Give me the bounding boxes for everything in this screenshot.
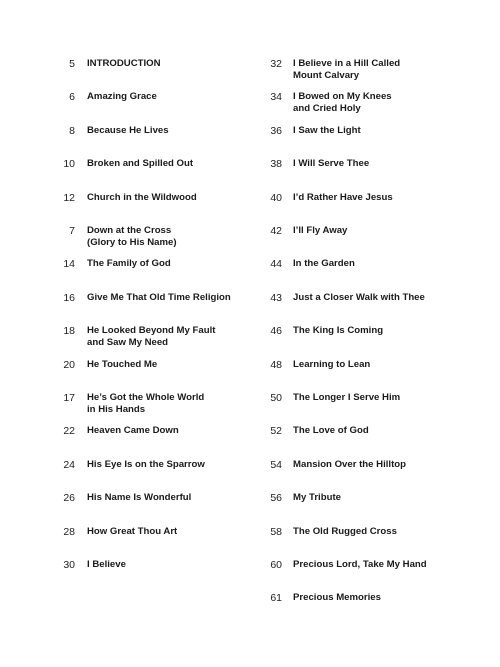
toc-page-number: 5	[69, 58, 75, 70]
toc-page-number: 44	[270, 258, 282, 271]
toc-page-number: 6	[69, 91, 75, 104]
toc-song-title: He Looked Beyond My Fault and Saw My Need	[87, 325, 216, 348]
toc-page-number: 56	[270, 492, 282, 505]
toc-page-number: 48	[270, 358, 282, 371]
toc-page-number: 43	[270, 291, 282, 304]
toc-entry	[252, 225, 347, 237]
toc-page-number: 20	[63, 358, 75, 371]
toc-page-number: 18	[63, 325, 75, 338]
toc-page-number: 17	[63, 392, 75, 404]
toc-page-number: 16	[63, 291, 75, 304]
toc-page-number: 32	[270, 58, 282, 70]
toc-song-title: The Love of God	[293, 425, 369, 437]
toc-page-number: 54	[270, 458, 282, 471]
toc-entry	[252, 292, 425, 304]
toc-page-number: 26	[63, 492, 75, 505]
toc-song-title: I Believe in a Hill Called Mount Calvary	[293, 58, 401, 81]
toc-song-title: Church in the Wildwood	[87, 191, 197, 203]
toc-song-title: The Family of God	[87, 258, 171, 270]
toc-page-number: 36	[270, 124, 282, 137]
toc-page-number: 14	[63, 258, 75, 271]
toc-page-number: 40	[270, 191, 282, 204]
toc-song-title: I Will Serve Thee	[293, 158, 370, 170]
toc-song-title: Heaven Came Down	[87, 425, 179, 437]
toc-entry	[252, 359, 370, 371]
toc-song-title: His Eye Is on the Sparrow	[87, 458, 205, 470]
toc-song-title: The Longer I Serve Him	[293, 392, 401, 403]
toc-song-title: INTRODUCTION	[87, 58, 161, 69]
toc-page-number: 60	[270, 559, 282, 571]
toc-page-number: 24	[63, 458, 75, 471]
toc-song-title: Amazing Grace	[87, 91, 157, 103]
toc-entry	[252, 425, 369, 437]
toc-song-title: He’s Got the Whole World in His Hands	[87, 392, 205, 415]
toc-song-title: My Tribute	[293, 492, 341, 504]
toc-song-title: Give Me That Old Time Religion	[87, 291, 231, 303]
toc-song-title: In the Garden	[293, 258, 355, 270]
toc-song-title: How Great Thou Art	[87, 525, 178, 537]
toc-entry	[252, 125, 361, 137]
toc-page-number: 61	[270, 592, 282, 605]
toc-page-number: 8	[69, 124, 75, 137]
toc-page-number: 7	[69, 225, 75, 237]
toc-entry	[252, 459, 406, 471]
toc-entry	[252, 559, 427, 571]
toc-song-title: His Name Is Wonderful	[87, 492, 192, 504]
toc-page-number: 52	[270, 425, 282, 438]
toc-page-number: 42	[270, 225, 282, 237]
toc-song-title: The Old Rugged Cross	[293, 525, 397, 537]
toc-page-number: 46	[270, 325, 282, 338]
toc-entry	[252, 258, 355, 270]
toc-page-number: 34	[270, 91, 282, 104]
toc-entry	[252, 592, 381, 604]
toc-entry	[252, 392, 400, 404]
toc-song-title: Mansion Over the Hilltop	[293, 458, 407, 470]
toc-entry	[252, 526, 397, 538]
toc-song-title: Learning to Lean	[293, 358, 371, 370]
toc-entry	[252, 58, 400, 81]
toc-song-title: He Touched Me	[87, 358, 158, 370]
toc-song-title: Precious Memories	[293, 592, 381, 604]
toc-page-number: 12	[63, 191, 75, 204]
toc-song-title: I’ll Fly Away	[293, 225, 348, 236]
toc-entry	[252, 158, 369, 170]
toc-page-number: 38	[270, 158, 282, 171]
toc-song-title: I Believe	[87, 559, 126, 570]
toc-page-number: 22	[63, 425, 75, 438]
toc-song-title: I Saw the Light	[293, 124, 361, 136]
toc-page-number: 28	[63, 525, 75, 538]
toc-song-title: The King Is Coming	[293, 325, 384, 337]
toc-song-title: Just a Closer Walk with Thee	[293, 291, 425, 303]
toc-page-number: 50	[270, 392, 282, 404]
toc-song-title: Because He Lives	[87, 124, 169, 136]
toc-page-number: 58	[270, 525, 282, 538]
toc-song-title: I’d Rather Have Jesus	[293, 191, 393, 203]
toc-song-title: Broken and Spilled Out	[87, 158, 194, 170]
toc-song-title: I Bowed on My Knees and Cried Holy	[293, 91, 392, 114]
toc-entry	[252, 192, 393, 204]
toc-song-title: Precious Lord, Take My Hand	[293, 559, 427, 570]
toc-page-number: 30	[63, 559, 75, 571]
toc-entry	[252, 325, 383, 337]
toc-page-number: 10	[63, 158, 75, 171]
toc-entry	[252, 492, 341, 504]
toc-entry	[252, 91, 392, 114]
toc-song-title: Down at the Cross (Glory to His Name)	[87, 225, 177, 248]
